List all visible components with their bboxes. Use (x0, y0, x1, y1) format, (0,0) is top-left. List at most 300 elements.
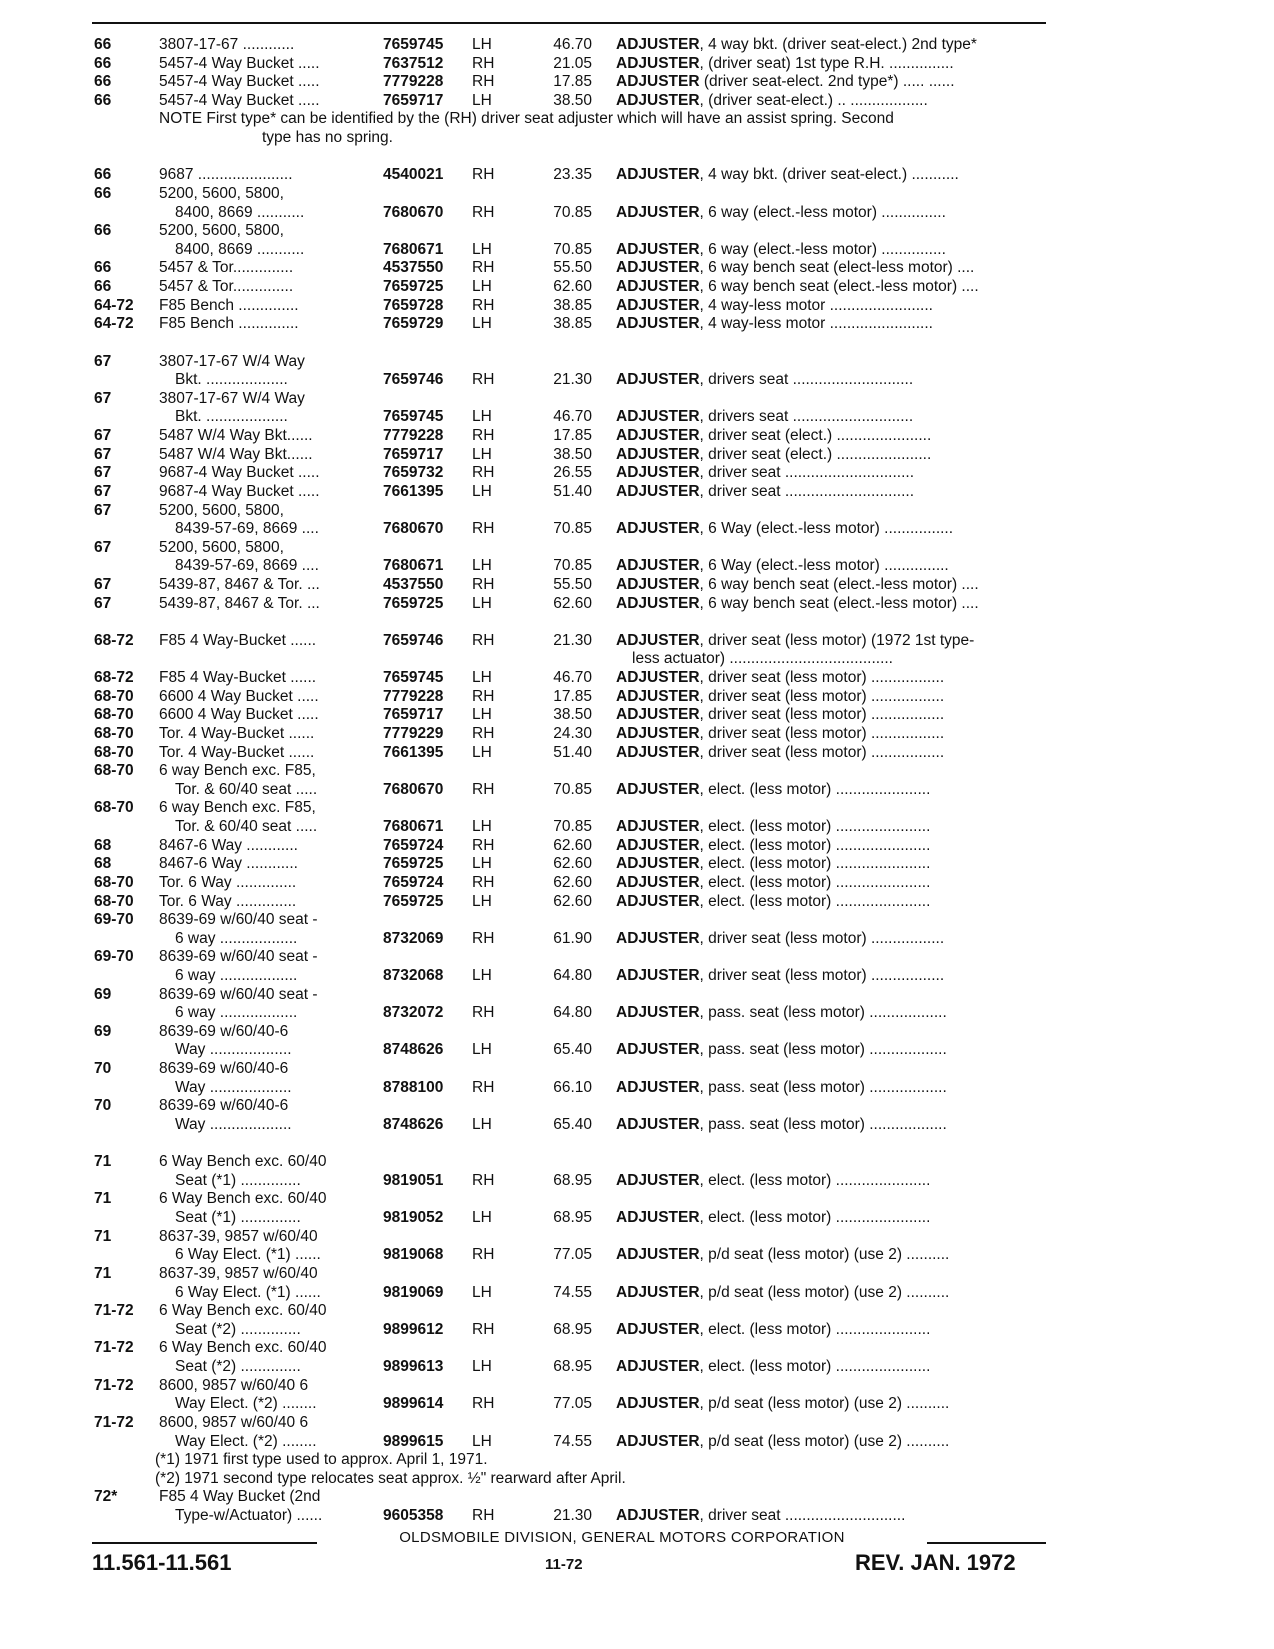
model-description: 6 way Bench exc. F85, (159, 799, 316, 817)
model-description: 8639-69 w/60/40-6 (159, 1022, 289, 1040)
part-detail: , driver seat (elect.) ...................... (699, 445, 932, 463)
parts-row (0, 1358, 1274, 1377)
parts-row-heading (0, 1265, 1274, 1284)
part-name: ADJUSTER (616, 427, 700, 445)
price: 70.85 (553, 520, 592, 538)
part-description (616, 818, 1046, 837)
part-name: ADJUSTER (616, 967, 700, 984)
price: 17.85 (553, 687, 592, 705)
model-description: 3807-17-67 W/4 Way (159, 389, 305, 407)
model-description: 5457 & Tor.............. (159, 278, 294, 296)
part-name: ADJUSTER (616, 743, 700, 761)
footnote-line (0, 1470, 1274, 1489)
side: LH (472, 408, 492, 426)
part-name: ADJUSTER (616, 557, 700, 575)
part-detail: , drivers seat ............................ (699, 408, 914, 426)
model-year: 69 (94, 1022, 112, 1040)
part-number: 7659724 (383, 836, 444, 854)
parts-row (0, 855, 1274, 874)
part-number: 9819051 (383, 1171, 444, 1189)
part-number: 7659745 (383, 408, 444, 426)
parts-row (0, 1395, 1274, 1414)
parts-row-heading (0, 986, 1274, 1005)
side: LH (472, 36, 492, 53)
part-detail: , 4 way-less motor ........................ (699, 296, 933, 314)
price: 65.40 (553, 1041, 592, 1059)
model-description: 6 way .................. (175, 1004, 298, 1022)
price: 21.05 (553, 54, 592, 72)
model-year: 67 (94, 538, 112, 556)
part-number: 7659725 (383, 278, 444, 296)
parts-row (0, 930, 1274, 949)
part-name: ADJUSTER (616, 1395, 700, 1413)
side: LH (472, 967, 492, 984)
parts-row (0, 483, 1274, 502)
price: 55.50 (553, 259, 592, 277)
parts-row (0, 781, 1274, 800)
model-year: 68-72 (94, 631, 134, 649)
part-description (616, 259, 1046, 278)
part-description (616, 1246, 1046, 1265)
side: LH (472, 445, 492, 463)
side: LH (472, 743, 492, 761)
parts-row (0, 744, 1274, 763)
part-detail: , driver seat .............................. (699, 464, 915, 482)
part-description (616, 1116, 1046, 1135)
part-description (616, 446, 1046, 465)
side: RH (472, 73, 495, 91)
model-description: 5457 & Tor.............. (159, 259, 294, 277)
model-year: 67 (94, 575, 112, 593)
part-number: 9899612 (383, 1320, 444, 1338)
parts-row-heading (0, 1097, 1274, 1116)
parts-row (0, 297, 1274, 316)
footnote-line (0, 1451, 1274, 1470)
model-year: 66 (94, 54, 112, 72)
part-number: 7779228 (383, 687, 444, 705)
parts-row-heading (0, 539, 1274, 558)
model-description: 6 Way Elect. (*1) ...... (175, 1283, 321, 1301)
model-description: 5200, 5600, 5800, (159, 538, 284, 556)
side: RH (472, 520, 495, 538)
spacer (0, 1135, 1274, 1154)
model-description: 6 way .................. (175, 967, 298, 984)
model-description: 6600 4 Way Bucket ..... (159, 706, 319, 724)
side: LH (472, 315, 492, 333)
parts-row (0, 259, 1274, 278)
parts-row (0, 446, 1274, 465)
part-name: ADJUSTER (616, 780, 700, 798)
side: LH (472, 557, 492, 575)
part-name: ADJUSTER (616, 203, 700, 221)
price: 46.70 (553, 408, 592, 426)
model-description: F85 Bench .............. (159, 296, 299, 314)
model-description: Tor. 4 Way-Bucket ...... (159, 724, 315, 742)
part-name: ADJUSTER (616, 240, 700, 258)
part-description (616, 893, 1046, 912)
model-description: 5457-4 Way Bucket ..... (159, 91, 320, 109)
price: 70.85 (553, 780, 592, 798)
part-description (616, 781, 1046, 800)
model-description: F85 4 Way Bucket (2nd (159, 1488, 321, 1506)
parts-row (0, 1172, 1274, 1191)
model-description: 3807-17-67 W/4 Way (159, 352, 305, 370)
price: 62.60 (553, 855, 592, 873)
side: RH (472, 166, 495, 184)
model-description: 6 Way Bench exc. 60/40 (159, 1302, 327, 1320)
part-name: ADJUSTER (616, 892, 700, 910)
part-name: ADJUSTER (616, 929, 700, 947)
price: 21.30 (553, 631, 592, 649)
model-description: 8400, 8669 ........... (175, 240, 305, 258)
part-number: 8748626 (383, 1115, 444, 1133)
part-detail: , (driver seat) 1st type R.H. ............... (699, 54, 954, 72)
part-detail: , 6 Way (elect.-less motor) ................ (699, 520, 954, 538)
footer-division: OLDSMOBILE DIVISION, GENERAL MOTORS CORPORATION (399, 1529, 845, 1546)
model-description: 6 way Bench exc. F85, (159, 762, 316, 780)
part-name: ADJUSTER (616, 1283, 700, 1301)
part-detail: (driver seat-elect. 2nd type*) ..... ...... (699, 73, 955, 91)
model-year: 69 (94, 985, 112, 1003)
part-description (616, 315, 1046, 334)
side: RH (472, 780, 495, 798)
side: LH (472, 1432, 492, 1450)
part-number: 4540021 (383, 166, 444, 184)
part-detail: , elect. (less motor) ...................... (699, 873, 931, 891)
model-year: 66 (94, 278, 112, 296)
price: 74.55 (553, 1432, 592, 1450)
part-name: ADJUSTER (616, 36, 700, 53)
price: 77.05 (553, 1246, 592, 1264)
part-name: ADJUSTER (616, 575, 700, 593)
side: RH (472, 259, 495, 277)
model-description: Way ................... (175, 1078, 292, 1096)
spacer (0, 613, 1274, 632)
part-number: 9899615 (383, 1432, 444, 1450)
price: 38.50 (553, 91, 592, 109)
side: LH (472, 1115, 492, 1133)
part-detail: , elect. (less motor) ...................... (699, 855, 931, 873)
model-description: 5439-87, 8467 & Tor. ... (159, 575, 320, 593)
parts-row (0, 427, 1274, 446)
part-description (616, 427, 1046, 446)
part-description (616, 1004, 1046, 1023)
parts-row (0, 893, 1274, 912)
parts-row-heading (0, 1339, 1274, 1358)
part-number: 8748626 (383, 1041, 444, 1059)
side: LH (472, 594, 492, 612)
part-description (616, 408, 1046, 427)
part-number: 7680670 (383, 520, 444, 538)
part-description (616, 166, 1046, 185)
side: RH (472, 724, 495, 742)
model-year: 66 (94, 259, 112, 277)
price: 62.60 (553, 873, 592, 891)
parts-row-heading (0, 353, 1274, 372)
part-detail: , driver seat (elect.) ...................... (699, 427, 932, 445)
part-detail: , p/d seat (less motor) (use 2) .......... (699, 1395, 950, 1413)
part-detail: , 6 way bench seat (elect.-less motor) .... (699, 594, 979, 612)
part-description (616, 930, 1046, 949)
part-number: 7659725 (383, 594, 444, 612)
model-description: 5200, 5600, 5800, (159, 184, 284, 202)
part-description (616, 1358, 1046, 1377)
part-number: 7659717 (383, 706, 444, 724)
footnote-text: (*2) 1971 second type relocates seat approx. ½" rearward after April. (155, 1469, 626, 1487)
model-description: 6 Way Bench exc. 60/40 (159, 1339, 327, 1357)
spacer (0, 148, 1274, 167)
parts-row (0, 73, 1274, 92)
part-detail: , elect. (less motor) ...................... (699, 780, 931, 798)
model-year: 71-72 (94, 1376, 134, 1394)
part-number: 7659717 (383, 91, 444, 109)
part-number: 7779228 (383, 427, 444, 445)
model-year: 68-70 (94, 873, 134, 891)
part-detail: , p/d seat (less motor) (use 2) .......... (699, 1246, 950, 1264)
model-year: 67 (94, 427, 112, 445)
model-year: 68-70 (94, 799, 134, 817)
model-year: 66 (94, 166, 112, 184)
part-name: ADJUSTER (616, 73, 700, 91)
part-number: 7680671 (383, 240, 444, 258)
price: 61.90 (553, 929, 592, 947)
model-year: 69-70 (94, 948, 134, 966)
price: 65.40 (553, 1115, 592, 1133)
side: RH (472, 371, 495, 389)
part-description (616, 483, 1046, 502)
model-description: 6 Way Elect. (*1) ...... (175, 1246, 321, 1264)
model-description: 5487 W/4 Way Bkt...... (159, 445, 313, 463)
part-number: 7659725 (383, 855, 444, 873)
part-number: 7659717 (383, 445, 444, 463)
parts-row (0, 1433, 1274, 1452)
part-number: 9899613 (383, 1358, 444, 1376)
part-description (616, 576, 1046, 595)
side: RH (472, 1246, 495, 1264)
parts-row-heading (0, 799, 1274, 818)
part-name: ADJUSTER (616, 408, 700, 426)
model-year: 68 (94, 836, 112, 854)
part-description (616, 1395, 1046, 1414)
side: LH (472, 1283, 492, 1301)
part-name: ADJUSTER (616, 371, 700, 389)
part-description (616, 967, 1046, 986)
model-year: 66 (94, 36, 112, 53)
model-year: 68-70 (94, 724, 134, 742)
model-description: Tor. 6 Way .............. (159, 873, 297, 891)
parts-row (0, 1004, 1274, 1023)
part-description (616, 595, 1046, 614)
note-line (0, 110, 1274, 129)
part-name: ADJUSTER (616, 687, 700, 705)
model-description: 8639-69 w/60/40 seat - (159, 985, 318, 1003)
side: RH (472, 203, 495, 221)
side: RH (472, 836, 495, 854)
model-year: 68-70 (94, 892, 134, 910)
part-detail: , 6 way bench seat (elect-less motor) .... (699, 259, 975, 277)
price: 24.30 (553, 724, 592, 742)
model-description: F85 Bench .............. (159, 315, 299, 333)
parts-row (0, 706, 1274, 725)
part-name: ADJUSTER (616, 1115, 700, 1133)
side: RH (472, 929, 495, 947)
part-description (616, 1209, 1046, 1228)
parts-row-heading (0, 911, 1274, 930)
parts-row (0, 1321, 1274, 1340)
side: RH (472, 1320, 495, 1338)
part-detail: , elect. (less motor) ...................... (699, 1358, 931, 1376)
parts-row (0, 725, 1274, 744)
price: 70.85 (553, 203, 592, 221)
top-rule (92, 22, 1046, 24)
side: RH (472, 873, 495, 891)
model-description: 6 Way Bench exc. 60/40 (159, 1153, 327, 1171)
part-name: ADJUSTER (616, 1358, 700, 1376)
part-detail: , pass. seat (less motor) .................. (699, 1004, 947, 1022)
parts-row (0, 371, 1274, 390)
model-description: Seat (*1) .............. (175, 1209, 301, 1227)
part-number: 7680671 (383, 557, 444, 575)
model-year: 68-72 (94, 669, 134, 687)
part-name: ADJUSTER (616, 1041, 700, 1059)
parts-row (0, 36, 1274, 55)
parts-row-continuation (0, 650, 1274, 669)
model-description: 5457-4 Way Bucket ..... (159, 73, 320, 91)
model-description: 8639-69 w/60/40 seat - (159, 911, 318, 929)
model-year: 71 (94, 1153, 112, 1171)
part-number: 7659745 (383, 36, 444, 53)
part-number: 7680670 (383, 203, 444, 221)
part-description (616, 1172, 1046, 1191)
part-detail-continued: less actuator) ...................................... (632, 650, 893, 668)
part-detail: , pass. seat (less motor) .................. (699, 1041, 947, 1059)
model-description: 8600, 9857 w/60/40 6 (159, 1376, 309, 1394)
part-name: ADJUSTER (616, 818, 700, 836)
side: RH (472, 54, 495, 72)
part-detail: , elect. (less motor) ...................... (699, 1320, 931, 1338)
price: 46.70 (553, 36, 592, 53)
model-description: 8637-39, 9857 w/60/40 (159, 1264, 318, 1282)
parts-row (0, 241, 1274, 260)
price: 64.80 (553, 1004, 592, 1022)
part-detail: , 6 Way (elect.-less motor) ............... (699, 557, 949, 575)
note-line (0, 129, 1274, 148)
part-description (616, 744, 1046, 763)
side: LH (472, 892, 492, 910)
price: 64.80 (553, 967, 592, 984)
part-number: 9819069 (383, 1283, 444, 1301)
parts-row (0, 1116, 1274, 1135)
model-year: 64-72 (94, 296, 134, 314)
part-detail: , 4 way-less motor ........................ (699, 315, 933, 333)
part-detail: , pass. seat (less motor) .................. (699, 1078, 947, 1096)
price: 46.70 (553, 669, 592, 687)
part-name: ADJUSTER (616, 315, 700, 333)
parts-row (0, 837, 1274, 856)
model-year: 68-70 (94, 706, 134, 724)
part-description (616, 1507, 1046, 1526)
model-description: 5457-4 Way Bucket ..... (159, 54, 320, 72)
part-name: ADJUSTER (616, 1209, 700, 1227)
part-number: 7637512 (383, 54, 444, 72)
model-year: 71-72 (94, 1413, 134, 1431)
part-description (616, 688, 1046, 707)
model-description: Tor. 4 Way-Bucket ...... (159, 743, 315, 761)
part-number: 9819052 (383, 1209, 444, 1227)
parts-row (0, 278, 1274, 297)
part-name: ADJUSTER (616, 91, 700, 109)
part-number: 7779229 (383, 724, 444, 742)
model-description: Seat (*2) .............. (175, 1320, 301, 1338)
model-year: 71 (94, 1227, 112, 1245)
part-detail: , driver seat (less motor) (1972 1st type- (699, 631, 975, 649)
price: 68.95 (553, 1358, 592, 1376)
parts-row (0, 55, 1274, 74)
part-number: 4537550 (383, 575, 444, 593)
price: 70.85 (553, 240, 592, 258)
model-description: 5200, 5600, 5800, (159, 501, 284, 519)
model-year: 67 (94, 352, 112, 370)
price: 68.95 (553, 1209, 592, 1227)
model-year: 70 (94, 1060, 112, 1078)
part-number: 9605358 (383, 1506, 444, 1524)
part-number: 7779228 (383, 73, 444, 91)
part-description (616, 241, 1046, 260)
model-year: 68-70 (94, 762, 134, 780)
part-number: 7659746 (383, 631, 444, 649)
part-description (616, 92, 1046, 111)
part-name: ADJUSTER (616, 445, 700, 463)
parts-row-heading (0, 1377, 1274, 1396)
parts-row (0, 1246, 1274, 1265)
part-name: ADJUSTER (616, 259, 700, 277)
model-description: 5439-87, 8467 & Tor. ... (159, 594, 320, 612)
parts-row (0, 92, 1274, 111)
model-description: Tor. & 60/40 seat ..... (175, 780, 318, 798)
side: LH (472, 706, 492, 724)
model-year: 66 (94, 73, 112, 91)
model-description: 6600 4 Way Bucket ..... (159, 687, 319, 705)
model-description: 9687 ...................... (159, 166, 293, 184)
part-number: 7659729 (383, 315, 444, 333)
model-year: 71 (94, 1264, 112, 1282)
part-number: 7659745 (383, 669, 444, 687)
part-name: ADJUSTER (616, 1004, 700, 1022)
part-description (616, 73, 1046, 92)
side: LH (472, 855, 492, 873)
footnote-text: (*1) 1971 first type used to approx. April 1, 1971. (155, 1451, 488, 1469)
parts-row (0, 688, 1274, 707)
model-year: 68-70 (94, 687, 134, 705)
model-year: 69-70 (94, 911, 134, 929)
model-description: 8467-6 Way ............ (159, 855, 298, 873)
model-description: 8639-69 w/60/40 seat - (159, 948, 318, 966)
part-description (616, 55, 1046, 74)
price: 21.30 (553, 371, 592, 389)
part-name: ADJUSTER (616, 166, 700, 184)
part-number: 7680670 (383, 780, 444, 798)
part-number: 9899614 (383, 1395, 444, 1413)
side: LH (472, 1041, 492, 1059)
part-number: 4537550 (383, 259, 444, 277)
model-description: 8637-39, 9857 w/60/40 (159, 1227, 318, 1245)
part-description (616, 855, 1046, 874)
part-detail: , driver seat (less motor) ................. (699, 967, 945, 984)
part-name: ADJUSTER (616, 520, 700, 538)
part-name: ADJUSTER (616, 296, 700, 314)
price: 62.60 (553, 892, 592, 910)
side: RH (472, 464, 495, 482)
